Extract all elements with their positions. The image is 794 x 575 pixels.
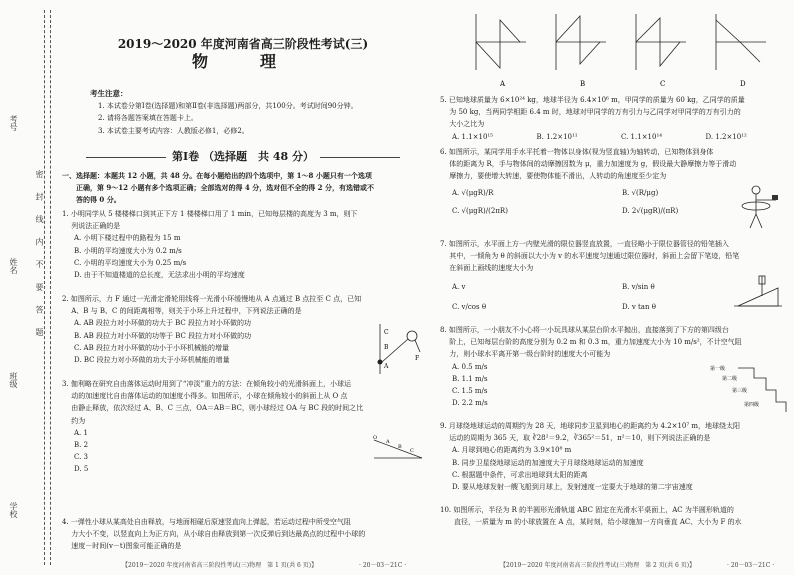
option-a: A. 1 — [74, 428, 88, 437]
name-label: 姓名 — [9, 258, 18, 274]
notice-item: 3. 本试卷主要考试内容：人教版必修1，必修2。 — [98, 126, 249, 135]
option-c: C. 1.5 m/s — [452, 387, 488, 396]
figure-label: C — [384, 329, 389, 336]
question-text: 直径，一质量为 m 的小球放置在 A 点，某时刻，给小球施加一方向垂直 AC、大小为 F 的水 — [440, 518, 742, 527]
option-b: B. 2 — [74, 441, 89, 450]
option-a: A. 小明下楼过程中的路程为 15 m — [74, 234, 181, 243]
person-head-icon — [752, 186, 760, 194]
graph-a — [476, 14, 526, 70]
question-text: 大小之比为 — [440, 120, 485, 129]
option-b: B. 同步卫星绕地球运动的加速度大于月球绕地球运动的加速度 — [452, 458, 644, 467]
exam-no-label: 考号 — [9, 115, 18, 131]
stair-label: 第二级 — [722, 376, 738, 382]
notice-box — [90, 88, 410, 137]
question-text: 速度－时间(v－t)图象可能正确的是 — [62, 542, 182, 551]
page-left — [62, 0, 424, 575]
option-b: B. 1.1 m/s — [452, 374, 488, 383]
question-text: 阶上，已知每层台阶的高度分别为 0.2 m 和 0.3 m，重力加速度大小为 10 m/s²，不计空气阻 — [440, 338, 742, 347]
option-b: B. √(R/μg) — [622, 188, 659, 197]
figure-label: B — [398, 444, 402, 450]
ring-icon — [378, 360, 383, 365]
graph-c — [636, 14, 686, 70]
person-figure — [732, 184, 782, 230]
option-d: D. v tan θ — [622, 302, 656, 311]
question-text: 约为 — [62, 416, 86, 425]
figure-label: O — [373, 435, 378, 441]
question-text: 在斜面上画线的速度大小为 — [440, 264, 534, 273]
question-1 — [62, 208, 424, 281]
footer-text: 【2019～2020 年度河南省高三阶段性考试(三)物理 第 2 页(共 6 页)】 — [500, 562, 696, 569]
question-text: 运动的周期为 365 天，取 ∛28²＝9.2，∛365²＝51，π²＝10，则下列说法正确的是 — [440, 434, 711, 443]
question-text: 1. 小明同学从 5 楼楼梯口到其正下方 1 楼楼梯口用了 1 min，已知每层楼的高度为 3 m，则下 — [62, 210, 358, 218]
question-text: 力，则小球水平离开第一级台阶时的速度大小可能为 — [440, 350, 611, 359]
option-d: D. 2.2 m/s — [452, 399, 488, 408]
question-9 — [440, 420, 790, 493]
option-d: D. 1.2×10¹² — [705, 132, 747, 141]
question-3 — [62, 378, 424, 476]
figure-label: C — [410, 448, 414, 454]
class-label: 班级 — [9, 372, 18, 388]
option-a: A. 0.5 m/s — [452, 362, 488, 371]
school-label: 学校 — [9, 502, 18, 518]
question-text: 摩擦力，要使增大转速，要使物体能不滑出，人转动的角速度至少定为 — [440, 172, 667, 181]
seal-line-text: 密 封 线 内 不 要 答 题 — [35, 170, 44, 342]
question-text: 8. 如图所示，一小朋友不小心将一小玩具球从某层台阶水平抛出，直接落到了下方的第四级台 — [440, 326, 729, 334]
question-text: 为 50 kg，当两同学相距 6.4 m 时，地球对甲同学的万有引力与乙同学对甲同学的万有引力的 — [440, 108, 741, 117]
option-c: C. AB 段拉力对小环做的功小于小环机械能的增量 — [74, 343, 229, 352]
options-row — [440, 131, 790, 143]
option-d: D. BC 段拉力对小环做的功大于小环机械能的增量 — [74, 356, 230, 365]
option-a: A. √(μgR)/R — [452, 188, 494, 197]
question-text: 6. 如图所示，某同学用手水平托着一物体以身体(视为竖直轴)为轴转动，已知物体到身体 — [440, 148, 714, 156]
option-c: C. 3 — [74, 453, 89, 462]
question-text: 其中，一倾角为 θ 的斜面以大小为 v 的水平速度匀速通过限位器时，斜面上会留下笔迹，铅笔 — [440, 252, 740, 261]
footer-code: · 20－03－21C · — [727, 562, 775, 569]
seal-line-inner — [50, 10, 51, 565]
stair-label: 第三级 — [732, 388, 748, 394]
graph-label: C — [660, 80, 666, 88]
pulley-figure — [360, 322, 422, 376]
section-instructions — [62, 170, 424, 207]
option-b: B. 1.2×10¹¹ — [536, 132, 578, 141]
figure-label: F — [415, 355, 420, 362]
notice-item: 2. 请将各题答案填在答题卡上。 — [98, 114, 198, 123]
option-a: A. 1.1×10¹⁵ — [452, 132, 494, 141]
option-c: C. 根据题中条件，可求出地球到太阳的距离 — [452, 470, 588, 479]
incline-block — [738, 288, 778, 306]
notice-item: 1. 本试卷分第Ⅰ卷(选择题)和第Ⅱ卷(非选择题)两部分，共100分。考试时间90分钟。 — [98, 102, 358, 111]
stair-label: 第一级 — [710, 366, 726, 372]
option-a: A. 月球到地心的距离约为 3.9×10⁸ m — [452, 446, 572, 455]
question-5 — [440, 94, 790, 143]
question-10 — [440, 504, 790, 528]
figure-label: A — [384, 363, 389, 370]
option-a: A. v — [452, 282, 466, 291]
pencil-incline-figure — [732, 274, 784, 310]
question-text: 体的距离为 R，手与物体间的动摩擦因数为 μ，重力加速度为 g，假设最大静摩擦力等于滑动 — [440, 160, 737, 169]
question-text: 由静止释放，依次经过 A、B、C 三点，OA＝AB＝BC，则小球经过 OA 与 BC 段的时间之比 — [62, 404, 364, 413]
page-right — [440, 0, 790, 575]
question-text: A、B 与 B、C 的间距离相等，则关于小环上升过程中，下列说法正确的是 — [62, 307, 302, 316]
question-text: 3. 伽利略在研究自由落体运动时用到了“冲淡”重力的方法：在倾角较小的光滑斜面上，小球运 — [62, 380, 352, 388]
part1-title: 第Ⅰ卷 （选择题 共 48 分） — [62, 151, 424, 163]
instruction-line: 答的得 0 分。 — [62, 195, 121, 205]
graph-label: B — [580, 80, 586, 88]
graph-b — [556, 14, 606, 70]
option-b: B. AB 段拉力对小环做的功等于 BC 段拉力对小环做的功 — [74, 331, 252, 340]
option-b: B. v/sin θ — [622, 282, 655, 291]
notice-heading: 考生注意： — [90, 89, 128, 98]
graph-label: D — [740, 80, 746, 88]
subject-title: 物 理 — [191, 52, 294, 71]
question-text: 动的加速度比自由落体运动的加速度小得多。如图所示，小球在倾角较小的斜面上从 O 点 — [62, 392, 348, 401]
footer-code: · 20－03－21C · — [359, 562, 407, 569]
question-text: 5. 已知地球质量为 6×10²⁴ kg，地球半径为 6.4×10⁶ m，甲同学的质量为 60 kg，乙同学的质量 — [440, 96, 745, 104]
question-text: 4. 一弹性小球从某高处自由释放，与地面相碰后原速竖直向上弹起，若运动过程中所受空气阻 — [62, 518, 351, 526]
figure-label: A — [386, 439, 390, 445]
question-text: 7. 如图所示，水平面上方一内壁光滑的限位器竖直放置，一直径略小于限位器管径的铅笔插入 — [440, 240, 729, 248]
footer-left — [122, 560, 406, 572]
option-d: D. 要从地球发射一艘飞船到月球上，发射速度一定要大于地球的第二宇宙速度 — [452, 483, 693, 492]
option-d: D. 5 — [74, 465, 89, 474]
pulley-icon — [407, 331, 417, 341]
stair-label: 第四级 — [744, 402, 760, 408]
option-c: C. v/cos θ — [452, 302, 487, 311]
object-block-icon — [772, 195, 778, 200]
instruction-line: 正确，第 9～12 小题有多个选项正确；全部选对的得 4 分，选对但不全的得 2 分，有选错或不 — [62, 183, 374, 193]
option-a: A. AB 段拉力对小环做的功大于 BC 段拉力对小环做的功 — [74, 319, 252, 328]
instruction-line: 一、选择题：本题共 12 小题，共 48 分。在每小题给出的四个选项中，第 1～8 小题只有一个选项 — [62, 171, 372, 180]
option-c: C. 小明的平均速度大小为 0.25 m/s — [74, 258, 187, 267]
graph-label: A — [500, 80, 506, 88]
footer-text: 【2019～2020 年度河南省高三阶段性考试(三)物理 第 1 页(共 6 页)】 — [122, 562, 318, 569]
question-text: 力大小不变，以竖直向上为正方向，从小球自由释放到第一次反弹后到达最高点的过程中小球的 — [62, 530, 366, 539]
option-d: D. 由于不知道楼道的总长度，无法求出小明的平均速度 — [74, 271, 245, 280]
graph-d — [716, 14, 766, 70]
option-b: B. 小明的平均速度大小为 0.2 m/s — [74, 246, 182, 255]
footer-right — [500, 560, 774, 572]
vt-graphs-figure — [460, 4, 780, 90]
question-text: 列说法正确的是 — [62, 222, 121, 231]
figure-label: B — [384, 344, 389, 351]
question-text: 9. 月球绕地球运动的周期约为 28 天，地球同步卫星到地心的距离约为 4.2×10⁷ m，地球绕太阳 — [440, 422, 741, 430]
question-text: 2. 如图所示，力 F 通过一光滑定滑轮用线将一光滑小环缓慢地从 A 点通过 B 点拉至 C 点，已知 — [62, 295, 362, 303]
option-c: C. √(μgR)/(2πR) — [452, 206, 508, 215]
question-text: 10. 如图所示，半径为 R 的半圆形光滑轨道 ABC 固定在光滑水平桌面上，AC 为半圆形轨道的 — [440, 506, 734, 514]
incline-figure — [372, 432, 424, 462]
binding-margin — [0, 0, 58, 575]
exam-title: 2019～2020 年度河南省高三阶段性考试(三) — [117, 37, 369, 51]
option-d: D. 2√(μgR)/(πR) — [622, 206, 679, 215]
option-c: C. 1.1×10¹⁴ — [621, 132, 663, 141]
force-arrow — [415, 340, 420, 352]
stairs-figure — [708, 362, 788, 414]
question-4 — [62, 516, 424, 553]
